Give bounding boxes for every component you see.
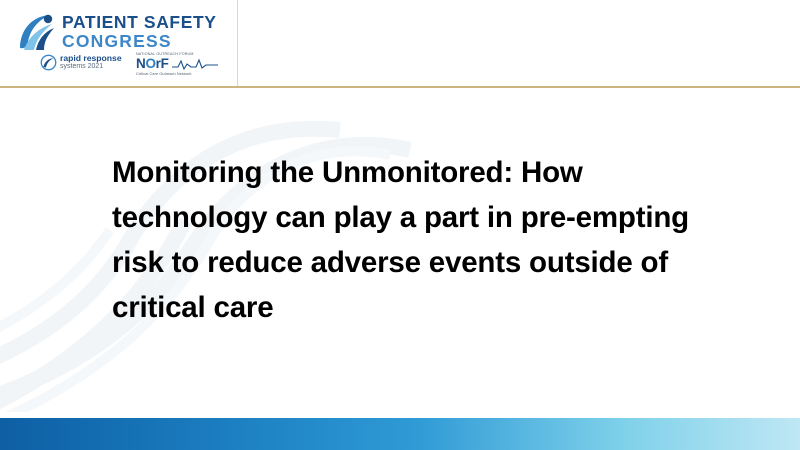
rapid-response-systems-logo (40, 54, 122, 71)
norf-wordmark (136, 57, 228, 71)
rrs-wordmark (60, 54, 122, 71)
norf-word (136, 57, 169, 71)
footer-gradient-band (0, 418, 800, 450)
norf-subtitle: Critical Care Outreach Network (136, 72, 192, 76)
logo-line-patient-safety: PATIENT SAFETY (62, 12, 217, 32)
slide-header (0, 0, 800, 86)
partner-logos (40, 54, 230, 80)
title-area (112, 150, 732, 330)
norf-heartbeat-icon (172, 57, 218, 71)
logo-line-congress: CONGRESS (62, 31, 172, 51)
header-vertical-divider (237, 0, 238, 86)
norf-letters-rf: rF (155, 56, 169, 71)
norf-letter-n: N (136, 56, 146, 71)
rrs-swirl-icon (40, 54, 57, 71)
norf-tagline: NATIONAL OUTREACH FORUM (136, 52, 194, 56)
norf-letter-o: O (145, 56, 156, 71)
page-title: Monitoring the Unmonitored: How technology can play a part in pre-empting risk to reduce adverse events outside of critical care (112, 156, 689, 324)
swirl-logo-icon (14, 10, 58, 54)
header-horizontal-rule (0, 86, 800, 88)
logo-wordmark (62, 13, 232, 51)
norf-logo (136, 52, 228, 76)
rrs-line1: rapid response (60, 53, 122, 63)
rrs-line2: systems 2021 (60, 62, 104, 70)
